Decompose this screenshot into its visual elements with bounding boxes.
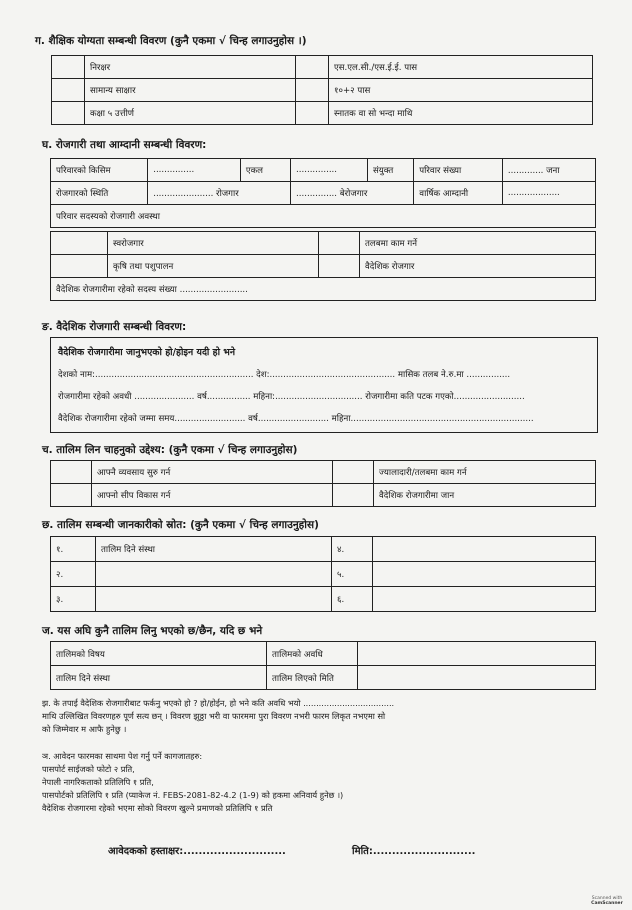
table-cell: रोजगारको स्थिति [51, 182, 148, 205]
table-cell: तालिम लिएको मिति [267, 666, 358, 690]
table-cell: वैदेशिक रोजगार [360, 255, 596, 278]
section-foreign-employment-title: ङ. वैदेशिक रोजगारी सम्बन्धी विवरण: [42, 321, 187, 333]
previous-training-table [50, 641, 596, 690]
table-row [51, 537, 596, 562]
checkbox-cell[interactable] [51, 484, 92, 507]
table-cell: ज्यालादारी/तलबमा काम गर्न [374, 461, 596, 484]
field-blank[interactable] [373, 587, 596, 612]
table-cell: स्वरोजगार [108, 232, 319, 255]
checkbox-cell[interactable] [51, 232, 108, 255]
table-row [52, 79, 593, 102]
education-table [51, 55, 593, 125]
table-row [51, 587, 596, 612]
table-cell: तलबमा काम गर्ने [360, 232, 596, 255]
field-blank[interactable] [373, 537, 596, 562]
checkbox-cell[interactable] [296, 79, 329, 102]
table-cell: २. [51, 562, 96, 587]
table-cell: तालिमको विषय [51, 642, 267, 666]
table-cell: परिवार संख्या [414, 159, 503, 182]
table-cell: १. [51, 537, 96, 562]
field-blank[interactable]: ............... [291, 159, 368, 182]
table-cell: ३. [51, 587, 96, 612]
foreign-employment-question: वैदेशिक रोजगारीमा जानुभएको हो/होइन यदी हो भने [58, 347, 236, 358]
table-cell: वैदेशिक रोजगारीमा जान [374, 484, 596, 507]
field-blank[interactable] [358, 666, 596, 690]
table-row [52, 102, 593, 125]
return-question: झ. के तपाई वैदेशिक रोजगारीबाट फर्कनु भएको हो ? हो/होईन, हो भने कति अवधि भयो ................................... [42, 698, 395, 708]
table-cell: तालिम दिने संस्था [51, 666, 267, 690]
table-row [51, 278, 596, 301]
document-item: वैदेशिक रोजगारमा रहेको भएमा सोको विवरण खुल्ने प्रमाणको प्रतिलिपि १ प्रति [42, 803, 273, 813]
table-cell: ६. [332, 587, 373, 612]
checkbox-cell[interactable] [333, 484, 374, 507]
foreign-employment-line[interactable]: रोजगारीमा रहेको अवधी ...................... वर्ष................ महिना:................................ रोजगारीमा कति पटक गएको.......................... [58, 392, 525, 402]
table-cell: स्नातक वा सो भन्दा माथि [329, 102, 593, 125]
checkbox-cell[interactable] [296, 56, 329, 79]
table-cell: तालिमको अवधि [267, 642, 358, 666]
checkbox-cell[interactable] [51, 461, 92, 484]
camscanner-logo [588, 896, 626, 906]
checkbox-cell[interactable] [319, 255, 360, 278]
date-field[interactable]: मिति:........................... [352, 846, 476, 857]
table-cell: एकल [240, 159, 290, 182]
table-cell: ५. [332, 562, 373, 587]
declaration-line: को जिम्मेवार म आफै हुनेछु । [42, 724, 127, 734]
foreign-employment-line[interactable]: वैदेशिक रोजगारीमा रहेको जम्मा समय.......................... वर्ष.......................... महिना................................................................... [58, 414, 534, 424]
checkbox-cell[interactable] [52, 102, 85, 125]
documents-title: ञ. आवेदन फारमका साथमा पेश गर्नु पर्ने कागजातहरु: [42, 751, 203, 761]
section-previous-training-title: ज. यस अघि कुनै तालिम लिनु भएको छ/छैन, यदि छ भने [42, 625, 263, 637]
field-blank[interactable] [373, 562, 596, 587]
checkbox-cell[interactable] [52, 56, 85, 79]
section-education-title: ग. शैक्षिक योग्यता सम्बन्धी विवरण (कुनै एकमा √ चिन्ह लगाउनुहोस ।) [35, 35, 307, 47]
family-employment-table [50, 231, 596, 301]
field-blank[interactable]: ............... बेरोजगार [291, 182, 414, 205]
table-cell: संयुक्त [367, 159, 413, 182]
table-cell: परिवार सदस्यको रोजगारी अवस्था [51, 205, 596, 228]
checkbox-cell[interactable] [333, 461, 374, 484]
field-blank[interactable] [358, 642, 596, 666]
declaration-line: माथि उल्लिखित विवरणहरु पूर्ण सत्य छन् । विवरण झुठ्ठा भरी वा फारममा पुरा विवरण नभरी फारम लिकृत नभएमा सो [42, 711, 386, 721]
table-row [51, 205, 596, 228]
table-cell: १०+२ पास [329, 79, 593, 102]
field-blank[interactable]: ................... [502, 182, 595, 205]
field-blank[interactable]: ............. जना [502, 159, 595, 182]
document-item: पासपोर्टको प्रतिलिपि १ प्रति (प्याकेज नं. FEBS-2081-82-4.2 (1-9) को हकमा अनिवार्य हुनेछ ।) [42, 790, 344, 800]
table-row [51, 642, 596, 666]
table-row [52, 56, 593, 79]
table-cell: वार्षिक आम्दानी [414, 182, 503, 205]
table-cell: एस.एल.सी./एस.ई.ई. पास [329, 56, 593, 79]
field-blank[interactable]: ............... [148, 159, 241, 182]
field-blank[interactable] [96, 587, 332, 612]
checkbox-cell[interactable] [51, 255, 108, 278]
section-training-source-title: छ. तालिम सम्बन्धी जानकारीको स्रोत: (कुनै एकमा √ चिन्ह लगाउनुहोस) [42, 519, 319, 531]
table-cell: आफ्नै व्यवसाय सुरु गर्न [92, 461, 333, 484]
table-cell: ४. [332, 537, 373, 562]
field-blank[interactable]: ...................... रोजगार [148, 182, 291, 205]
section-employment-title: घ. रोजगारी तथा आम्दानी सम्बन्धी विवरण: [42, 139, 207, 151]
table-cell: आफ्नो सीप विकास गर्न [92, 484, 333, 507]
table-row [51, 562, 596, 587]
table-cell: वैदेशिक रोजगारीमा रहेको सदस्य संख्या ......................... [51, 278, 596, 301]
table-cell: तालिम दिने संस्था [96, 537, 332, 562]
table-cell: परिवारको किसिम [51, 159, 148, 182]
document-item: पासपोर्ट साईजको फोटो २ प्रति, [42, 764, 135, 774]
table-row [51, 255, 596, 278]
checkbox-cell[interactable] [52, 79, 85, 102]
table-cell: कृषि तथा पशुपालन [108, 255, 319, 278]
foreign-employment-line[interactable]: देशको नाम:.......................................................... देश:.............................................. मासिक तलब ने.रु.मा ................ [58, 370, 511, 380]
training-purpose-table [50, 460, 596, 507]
checkbox-cell[interactable] [296, 102, 329, 125]
table-row [51, 182, 596, 205]
training-source-table [50, 536, 596, 612]
table-cell: कक्षा ५ उत्तीर्ण [85, 102, 296, 125]
table-row [51, 232, 596, 255]
section-training-purpose-title: च. तालिम लिन चाहनुको उद्देश्य: (कुनै एकमा √ चिन्ह लगाउनुहोस) [42, 444, 298, 456]
applicant-signature-field[interactable]: आवेदकको हस्ताक्षर:........................... [108, 846, 286, 857]
table-row [51, 666, 596, 690]
table-row [51, 159, 596, 182]
table-cell: निरक्षर [85, 56, 296, 79]
table-row [51, 484, 596, 507]
field-blank[interactable] [96, 562, 332, 587]
document-item: नेपाली नागरिकताको प्रतिलिपि १ प्रति, [42, 777, 154, 787]
table-cell: सामान्य साक्षार [85, 79, 296, 102]
checkbox-cell[interactable] [319, 232, 360, 255]
logo-text: Scanned with [591, 896, 623, 901]
table-row [51, 461, 596, 484]
logo-text: CamScanner [591, 901, 623, 906]
employment-table [50, 158, 596, 228]
